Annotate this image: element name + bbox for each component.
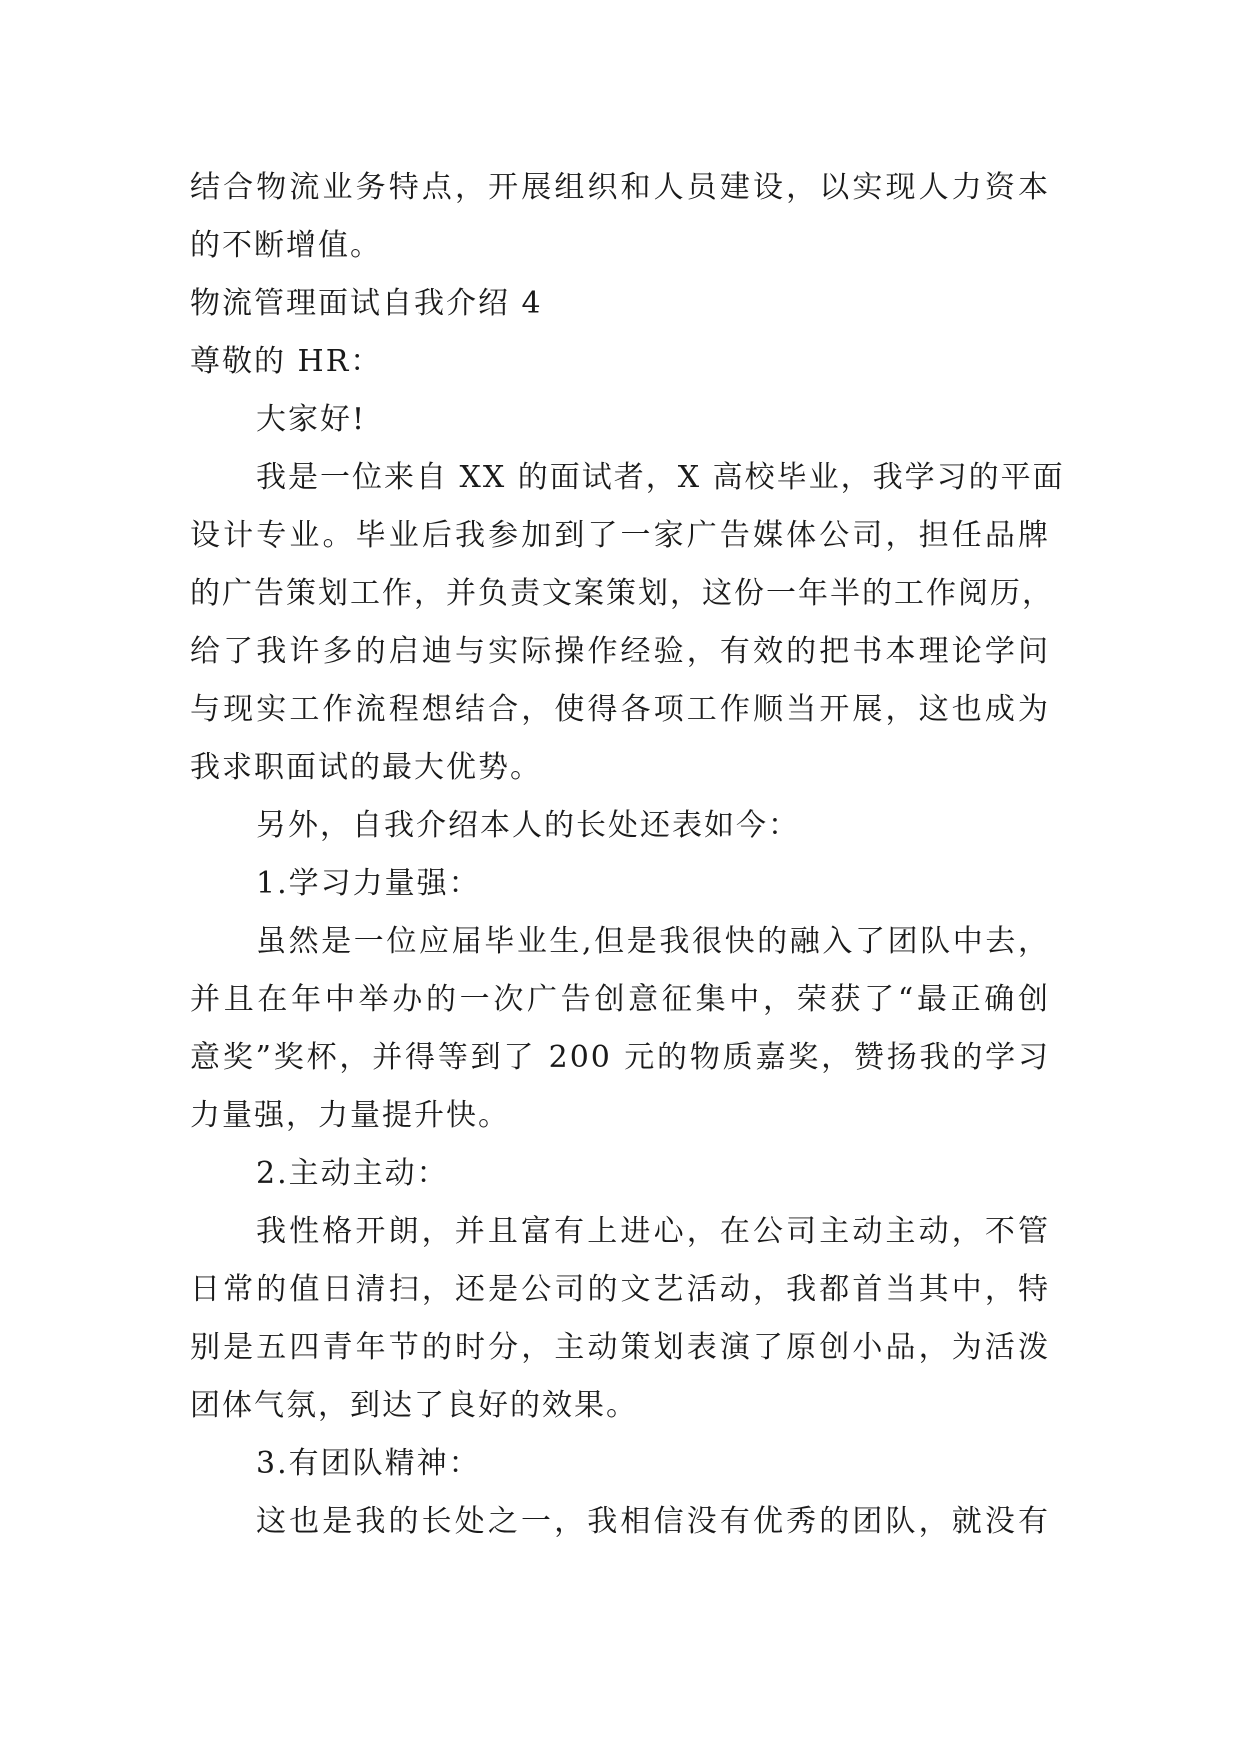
text-line: 与现实工作流程想结合，使得各项工作顺当开展，这也成为 — [190, 692, 1050, 727]
text-line: 设计专业。毕业后我参加到了一家广告媒体公司，担任品牌 — [190, 518, 1050, 553]
text-line: 这也是我的长处之一，我相信没有优秀的团队，就没有 — [256, 1504, 1050, 1539]
text-line: 结合物流业务特点，开展组织和人员建设，以实现人力资本 — [190, 170, 1050, 205]
text-line: 我是一位来自 XX 的面试者，X 高校毕业，我学习的平面 — [256, 460, 1065, 495]
text-line: 力量强，力量提升快。 — [190, 1098, 510, 1133]
salutation: 尊敬的 HR： — [190, 344, 383, 379]
text-line: 的广告策划工作，并负责文案策划，这份一年半的工作阅历， — [190, 576, 1054, 611]
text-line: 虽然是一位应届毕业生,但是我很快的融入了团队中去， — [256, 924, 1050, 959]
text-line: 的不断增值。 — [190, 228, 382, 263]
text-line: 团体气氛，到达了良好的效果。 — [190, 1388, 638, 1423]
text-line: 意奖”奖杯，并得等到了 200 元的物质嘉奖，赞扬我的学习 — [190, 1040, 1050, 1075]
greeting: 大家好! — [256, 402, 367, 437]
section-heading: 物流管理面试自我介绍 4 — [190, 286, 543, 321]
text-line: 日常的值日清扫，还是公司的文艺活动，我都首当其中，特 — [190, 1272, 1050, 1307]
text-line: 我性格开朗，并且富有上进心，在公司主动主动，不管 — [256, 1214, 1050, 1249]
list-heading: 1.学习力量强： — [256, 866, 481, 901]
text-line: 并且在年中举办的一次广告创意征集中，荣获了“最正确创 — [190, 982, 1050, 1017]
text-line: 我求职面试的最大优势。 — [190, 750, 542, 785]
text-line: 另外，自我介绍本人的长处还表如今： — [256, 808, 800, 843]
text-line: 别是五四青年节的时分，主动策划表演了原创小品，为活泼 — [190, 1330, 1050, 1365]
text-line: 给了我许多的启迪与实际操作经验，有效的把书本理论学问 — [190, 634, 1050, 669]
list-heading: 2.主动主动： — [256, 1156, 449, 1191]
list-heading: 3.有团队精神： — [256, 1446, 481, 1481]
